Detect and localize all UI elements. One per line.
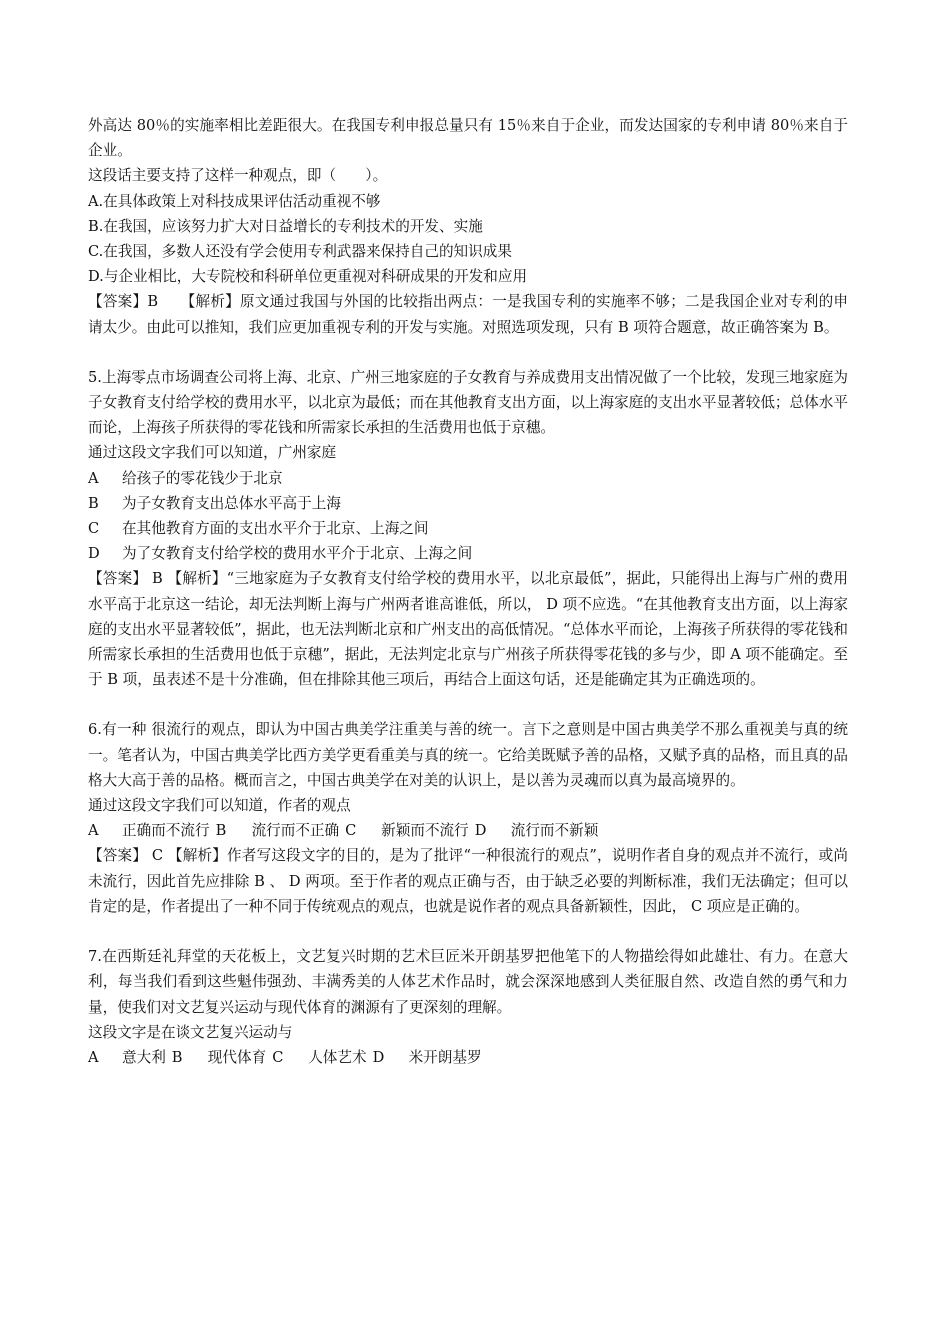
q5-option-d (88, 541, 848, 566)
q5-option-c-text: 在其他教育方面的支出水平介于北京、上海之间 (122, 520, 429, 538)
q5-option-a-text: 给孩子的零花钱少于北京 (122, 469, 283, 487)
q5-option-a-letter: A (88, 469, 99, 487)
q7-paragraph: 7.在西斯廷礼拜堂的天花板上，文艺复兴时期的艺术巨匠米开朗基罗把他笔下的人物描绘得如此雄壮、有力。在意大利，每当我们看到这些魁伟强劲、丰满秀美的人体艺术作品时，就会深深地感到人类征服自然、改造自然的勇气和力量，使我们对文艺复兴运动与现代体育的渊源有了更深刻的理解。 (88, 948, 848, 1016)
q7-option-d-letter: D (372, 1048, 385, 1066)
q7-option-c-text: 人体艺术 (308, 1048, 367, 1066)
q6-option-c-text: 新颖而不流行 (381, 822, 469, 840)
q7-option-a-text: 意大利 (122, 1048, 166, 1066)
q5-option-c (88, 516, 848, 541)
spacer (88, 692, 848, 717)
spacer (88, 340, 848, 365)
q7-option-d-text: 米开朗基罗 (408, 1048, 482, 1066)
intro-option-a: A.在具体政策上对科技成果评估活动重视不够 (88, 192, 381, 210)
q6-answer: 【答案】 C 【解析】作者写这段文字的目的，是为了批评“一种很流行的观点”，说明作者自身的观点并不流行，或尚未流行，因此首先应排除 B 、 D 两项。至于作者的观点正确与否，由于缺乏必要的判断标准，我们无法确定；但可以肯定的是，作者提出了一种不同于传统观点的观点，也就是说作者的观点具备新颖性，因此， C 项应是正确的。 (88, 847, 848, 915)
q6-option-a-letter: A (88, 822, 99, 840)
intro-option-d: D.与企业相比，大专院校和科研单位更重视对科研成果的开发和应用 (88, 268, 528, 286)
q5-option-b-letter: B (88, 494, 99, 512)
document-page (88, 113, 848, 1070)
spacer (88, 919, 848, 944)
intro-option-b: B.在我国，应该努力扩大对日益增长的专利技术的开发、实施 (88, 217, 483, 235)
q5-option-d-text: 为了女教育支付给学校的费用水平介于北京、上海之间 (122, 545, 473, 563)
q5-option-c-letter: C (88, 520, 100, 538)
intro-answer: 【答案】B 【解析】原文通过我国与外国的比较指出两点：一是我国专利的实施率不够；二是我国企业对专利的申请太少。由此可以推知，我们应更加重视专利的开发与实施。对照选项发现，只有 B 项符合题意，故正确答案为 B。 (88, 293, 848, 336)
q5-option-a (88, 466, 848, 491)
q7-question-stem: 这段文字是在谈文艺复兴运动与 (88, 1023, 293, 1041)
q7-option-b-text: 现代体育 (207, 1048, 267, 1066)
intro-question-stem: 这段话主要支持了这样一种观点，即（ ）。 (88, 167, 388, 185)
q6-option-d-text: 流行而不新颖 (510, 822, 599, 840)
q7-option-b-letter: B (171, 1048, 183, 1066)
q5-option-d-letter: D (88, 545, 100, 563)
q6-option-b-text: 流行而不正确 (251, 822, 340, 840)
q5-paragraph: 5.上海零点市场调查公司将上海、北京、广州三地家庭的子女教育与养成费用支出情况做了一个比较，发现三地家庭为子女教育支付给学校的费用水平，以北京为最低；而在其他教育支出方面，以上海家庭的支出水平显著较低；总体水平而论，上海孩子所获得的零花钱和所需家长承担的生活费用也低于京穗。 (88, 368, 848, 437)
q5-option-b-text: 为子女教育支出总体水平高于上海 (122, 494, 341, 512)
q7-option-c-letter: C (272, 1048, 284, 1066)
q6-paragraph: 6.有一种 很流行的观点，即认为中国古典美学注重美与善的统一。言下之意则是中国古典美学不那么重视美与真的统一。笔者认为，中国古典美学比西方美学更看重美与真的统一。它给美既赋予善的品格，又赋予真的品格，而且真的品格大大高于善的品格。概而言之，中国古典美学在对美的认识上，是以善为灵魂而以真为最高境界的。 (88, 721, 848, 789)
q5-option-b (88, 491, 848, 516)
q6-option-b-letter: B (215, 822, 227, 840)
q6-option-c-letter: C (345, 822, 357, 840)
q6-option-d-letter: D (474, 822, 487, 840)
q7-option-a-letter: A (88, 1048, 99, 1066)
q7-options-row (88, 1045, 848, 1070)
q6-options-row (88, 818, 848, 843)
q6-option-a-text: 正确而不流行 (122, 822, 210, 840)
q5-question-stem: 通过这段文字我们可以知道，广州家庭 (88, 444, 337, 462)
q5-answer: 【答案】 B 【解析】“三地家庭为子女教育支付给学校的费用水平，以北京最低”，据此，只能得出上海与广州的费用水平高于北京这一结论，却无法判断上海与广州两者谁高谁低，所以， D 项不应选。“在其他教育支出方面，以上海家庭的支出水平显著较低”，据此，也无法判断北京和广州支出的高低情况。“总体水平而论，上海孩子所获得的零花钱和所需家长承担的生活费用也低于京穗”，据此，无法判定北京与广州孩子所获得零花钱的多与少，即 A 项不能确定。至于 B 项，虽表述不是十分准确，但在排除其他三项后，再结合上面这句话，还是能确定其为正确选项的。 (88, 570, 848, 689)
intro-option-c: C.在我国，多数人还没有学会使用专利武器来保持自己的知识成果 (88, 243, 512, 261)
intro-paragraph: 外高达 80％的实施率相比差距很大。在我国专利申报总量只有 15％来自于企业，而发达国家的专利申请 80％来自于企业。 (88, 117, 848, 160)
q6-question-stem: 通过这段文字我们可以知道，作者的观点 (88, 797, 351, 815)
